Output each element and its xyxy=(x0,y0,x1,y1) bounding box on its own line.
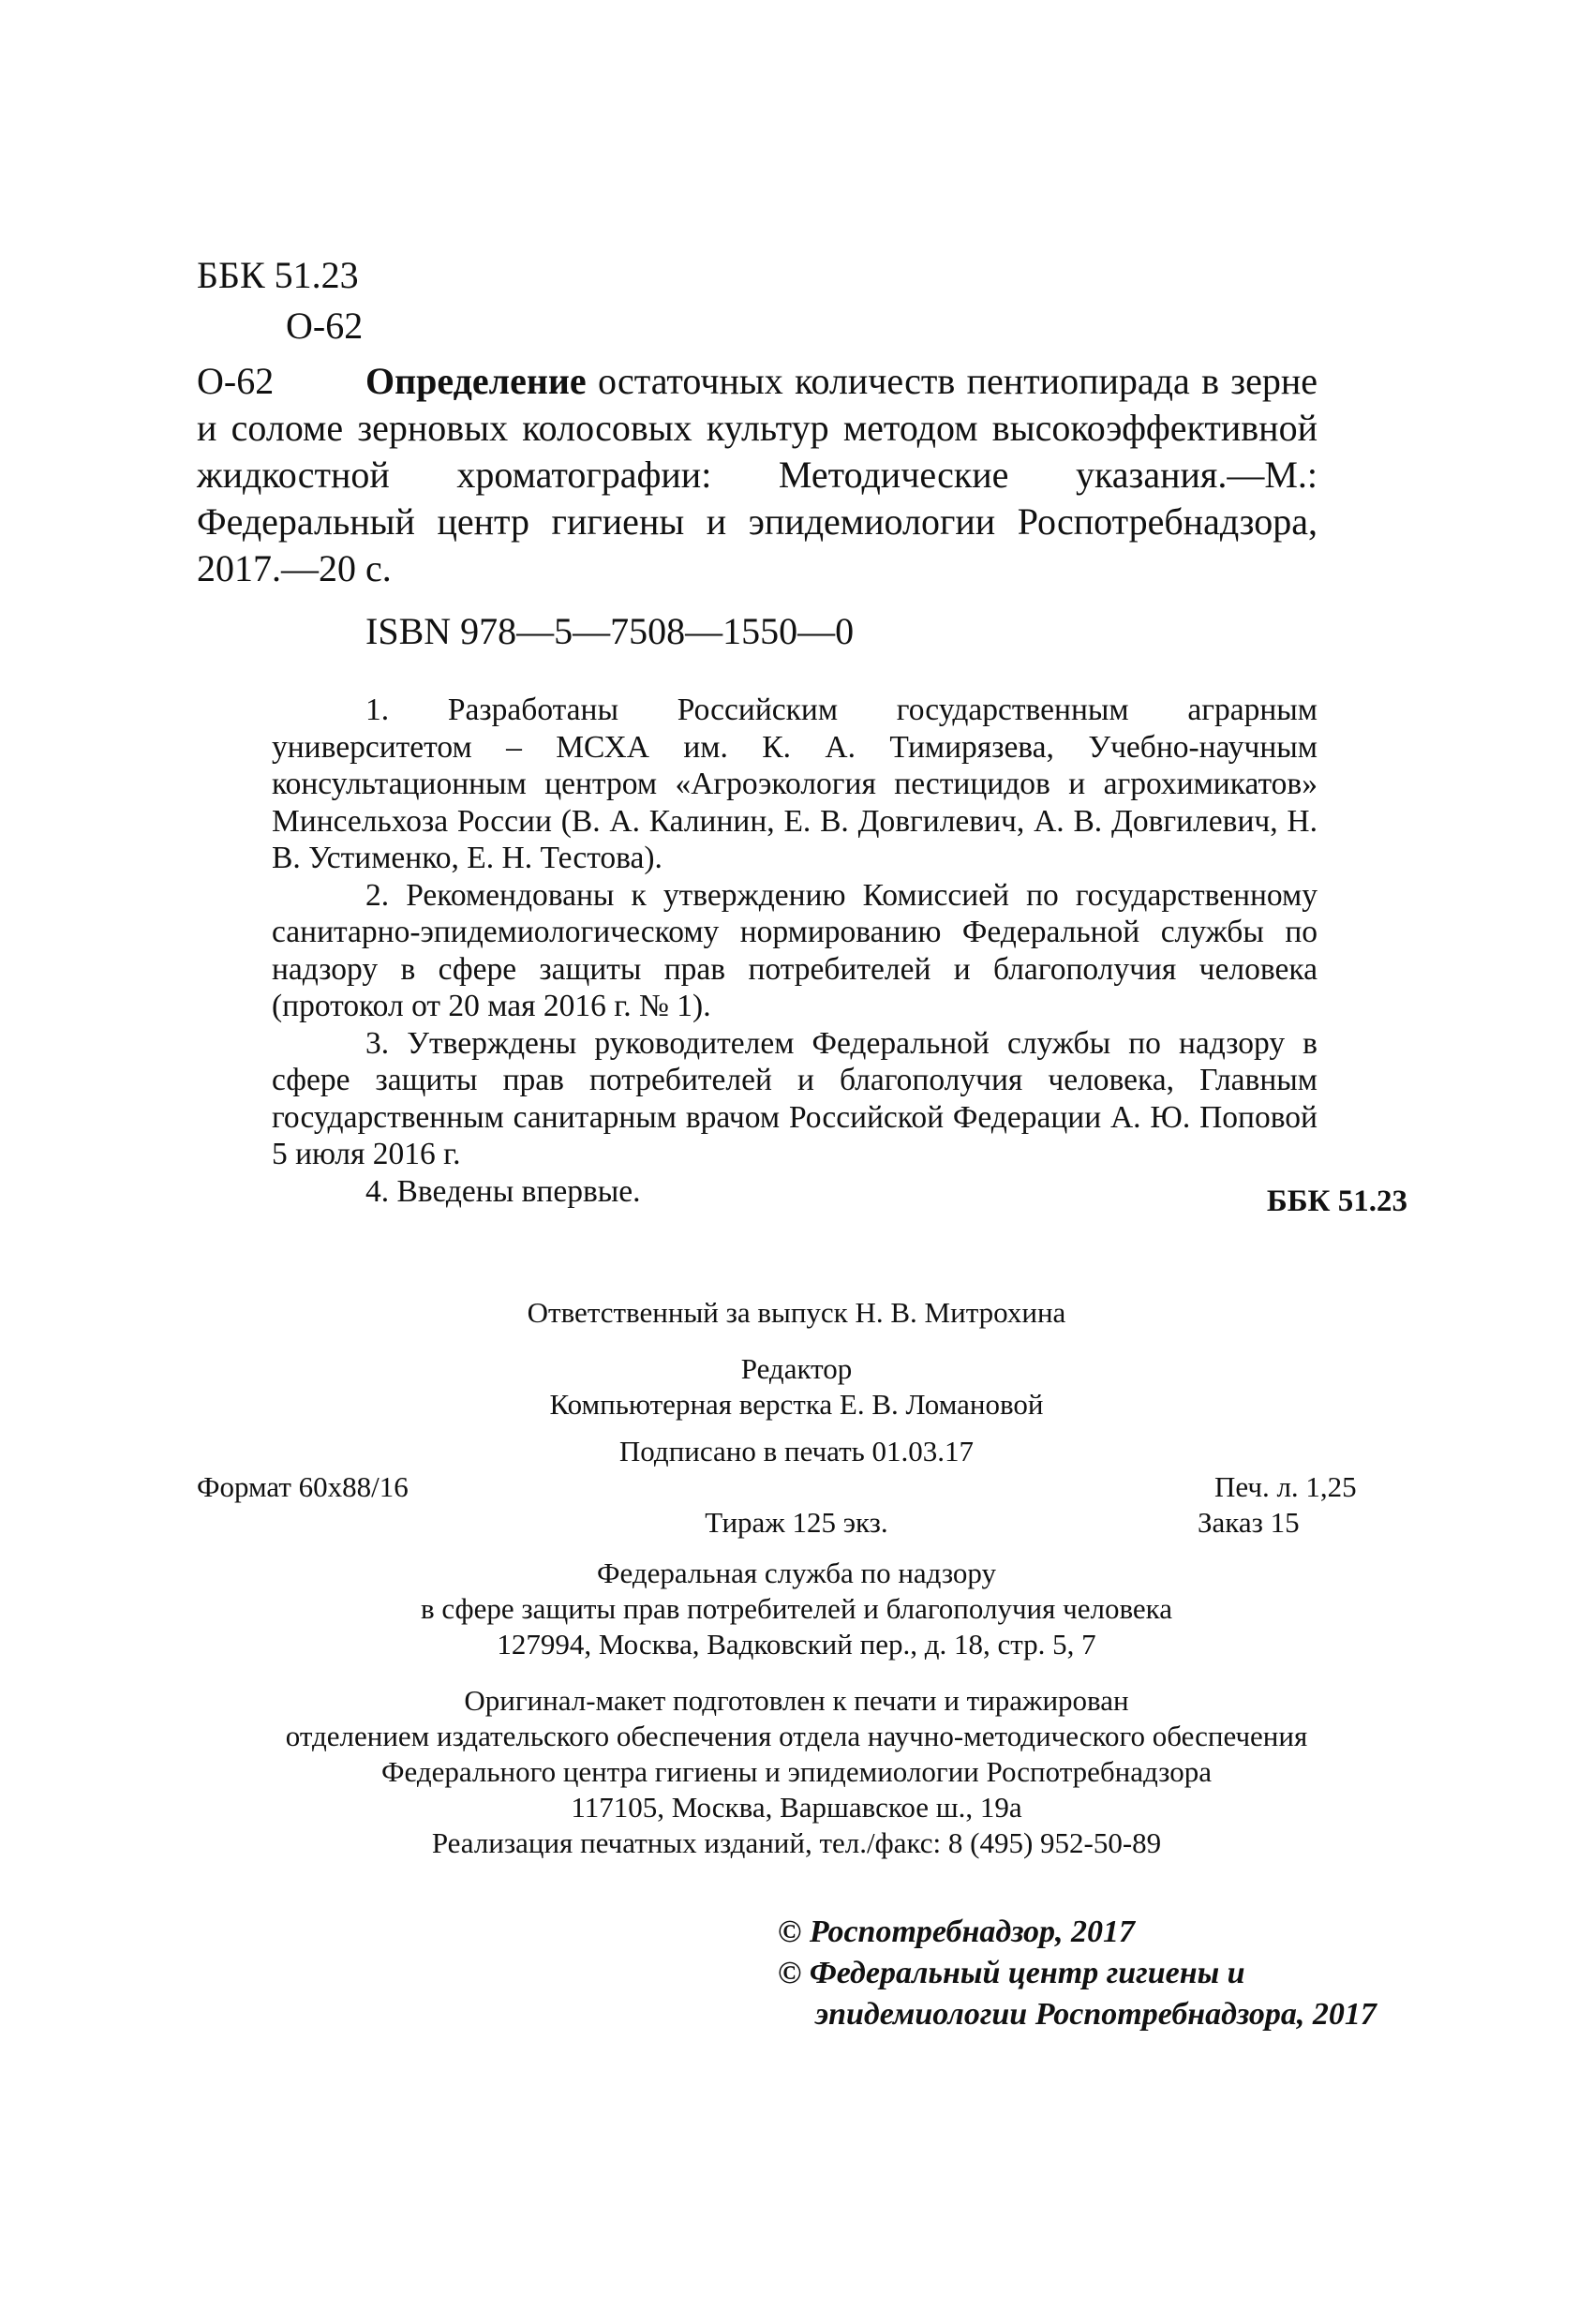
publisher-line: в сфере защиты прав потребителей и благополучия человека xyxy=(420,1592,1173,1625)
format: Формат 60x88/16 xyxy=(197,1470,409,1503)
printer-contact: Реализация печатных изданий, тел./факс: 8 (495) 952-50-89 xyxy=(431,1826,1162,1859)
copyright-block xyxy=(778,1912,1377,2035)
publisher-line: Федеральная служба по надзору xyxy=(597,1557,996,1589)
note-item: 4. Введены впервые. xyxy=(365,1173,641,1209)
printer-line: отделением издательского обеспечения отдела научно-методического обеспечения xyxy=(285,1720,1308,1752)
print-run: Тираж 125 экз. xyxy=(705,1506,888,1539)
copyright-line: © Роспотребнадзор, 2017 xyxy=(778,1914,1136,1949)
entry-title-bold: Определение xyxy=(365,360,587,402)
printer-address: 117105, Москва, Варшавское ш., 19а xyxy=(571,1791,1022,1824)
printer-line: Федерального центра гигиены и эпидемиологии Роспотребнадзора xyxy=(381,1755,1212,1788)
entry-code: О-62 xyxy=(197,360,275,402)
copyright-line: эпидемиологии Роспотребнадзора, 2017 xyxy=(815,1997,1377,2032)
notes-list xyxy=(272,692,1318,1210)
isbn: ISBN 978—5—7508—1550—0 xyxy=(365,610,855,652)
note-item: 1. Разработаны Российским государственным аграрным университетом – МСХА им. К. А. Тимирязева, Учебно-научным консультационным центром «Агроэкология пестицидов и агрохимикатов» Минсельхоза России (В. А. Калинин, Е. В. Довгилевич, А. В. Довгилевич, Н. В. Устименко, Е. Н. Тестова). xyxy=(272,693,1318,875)
printer-line: Оригинал-макет подготовлен к печати и тиражирован xyxy=(464,1684,1129,1717)
layout-credit: Компьютерная верстка Е. В. Ломановой xyxy=(549,1388,1044,1421)
note-item: 3. Утверждены руководителем Федеральной службы по надзору в сфере защиты прав потребителей и благополучия человека, Главным государственным санитарным врачом Российской Федерации А. Ю. Поповой 5 июля 2016 г. xyxy=(272,1025,1318,1171)
bbk-classification: ББК 51.23 xyxy=(197,254,359,296)
note-item: 2. Рекомендованы к утверждению Комиссией по государственному санитарно-эпидемиологическому нормированию Федеральной службы по надзору в сфере защиты прав потребителей и благополучия человека (протокол от 20 мая 2016 г. № 1). xyxy=(272,877,1318,1023)
signed-to-print: Подписано в печать 01.03.17 xyxy=(618,1435,975,1467)
responsible-editor: Ответственный за выпуск Н. В. Митрохина xyxy=(527,1296,1066,1329)
author-code: О-62 xyxy=(286,305,364,347)
order-number: Заказ 15 xyxy=(1198,1506,1300,1539)
editor-label: Редактор xyxy=(740,1352,853,1385)
bibliographic-entry xyxy=(197,358,1318,592)
bbk-classification-right: ББК 51.23 xyxy=(1266,1184,1407,1218)
printed-sheets: Печ. л. 1,25 xyxy=(1214,1470,1357,1503)
entry-description: остаточных количеств пентиопирада в зерне и соломе зерновых колосовых культур методом высокоэффективной жидкостной хроматографии: Методические указания.—М.: Федеральный центр гигиены и эпидемиологии Роспотребнадзора, 2017.—20 с. xyxy=(197,360,1318,589)
copyright-line: © Федеральный центр гигиены и xyxy=(778,1956,1245,1990)
publisher-address: 127994, Москва, Вадковский пер., д. 18, стр. 5, 7 xyxy=(497,1628,1096,1661)
